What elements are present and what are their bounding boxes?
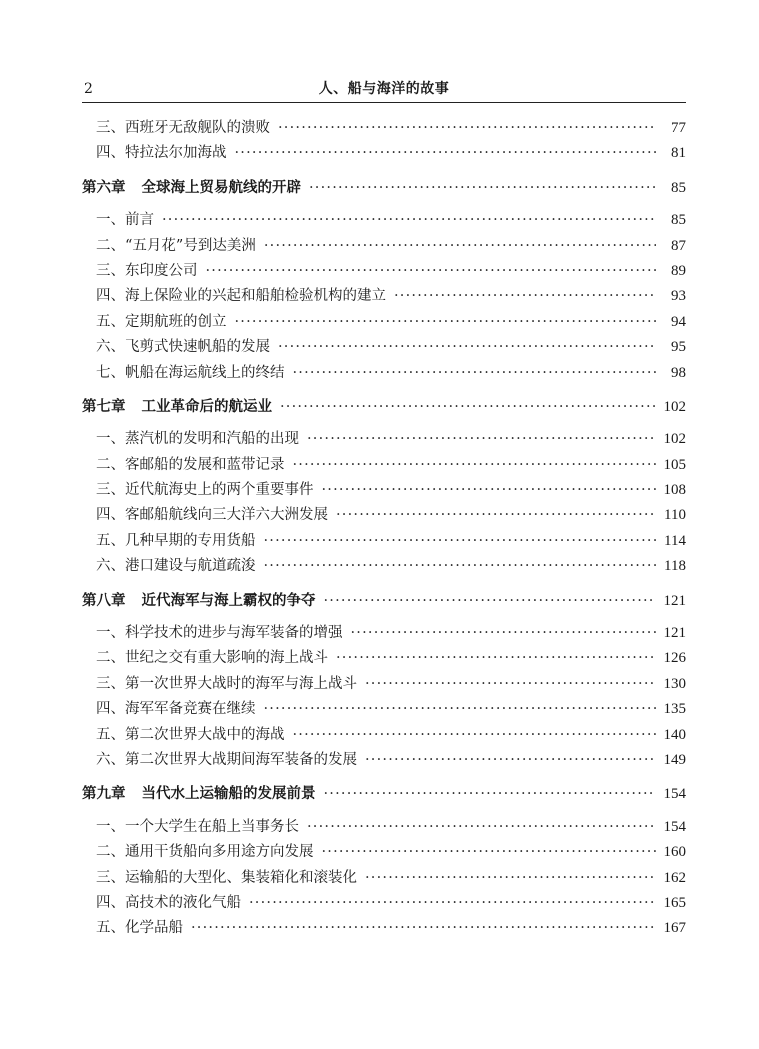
chapter-number: 第九章 xyxy=(82,785,126,803)
dot-leader xyxy=(191,916,656,941)
toc-section-title: 三、运输船的大型化、集装箱化和滚装化 xyxy=(96,869,357,886)
dot-leader xyxy=(307,815,656,840)
toc-section-entry[interactable] xyxy=(82,503,686,528)
toc-page-number: 165 xyxy=(663,894,686,911)
chapter-title: 工业革命后的航运业 xyxy=(141,397,272,415)
toc-section-entry[interactable] xyxy=(82,646,686,671)
toc-section-entry[interactable] xyxy=(82,361,686,386)
dot-leader xyxy=(365,672,656,697)
toc-section-entry[interactable] xyxy=(82,748,686,773)
toc-section-entry[interactable] xyxy=(82,891,686,916)
toc-page-number: 167 xyxy=(663,920,686,937)
toc-page-number: 162 xyxy=(663,869,686,886)
table-of-contents xyxy=(82,116,686,942)
dot-leader xyxy=(322,840,657,865)
toc-page-number: 114 xyxy=(664,532,686,549)
toc-page-number: 85 xyxy=(671,179,686,196)
page-header xyxy=(82,78,686,100)
toc-chapter-6[interactable] xyxy=(82,175,686,200)
toc-section-title: 一、前言 xyxy=(96,212,154,229)
toc-page-number: 94 xyxy=(671,313,686,330)
toc-section-title: 六、港口建设与航道疏浚 xyxy=(96,558,256,575)
toc-section-entry[interactable] xyxy=(82,141,686,166)
toc-section-title: 四、高技术的液化气船 xyxy=(96,894,241,911)
dot-leader xyxy=(235,310,657,335)
toc-section-title: 六、飞剪式快速帆船的发展 xyxy=(96,339,270,356)
chapter-title: 近代海军与海上霸权的争夺 xyxy=(141,591,316,609)
dot-leader xyxy=(293,453,657,478)
toc-section-entry[interactable] xyxy=(82,697,686,722)
toc-page-number: 154 xyxy=(663,786,686,803)
toc-chapter-9[interactable] xyxy=(82,781,686,806)
dot-leader xyxy=(206,259,657,284)
chapter-number: 第六章 xyxy=(82,178,126,196)
chapter-number: 第八章 xyxy=(82,591,126,609)
toc-page-number: 108 xyxy=(663,482,686,499)
dot-leader xyxy=(324,589,657,614)
toc-section-title: 三、第一次世界大战时的海军与海上战斗 xyxy=(96,675,357,692)
toc-section-title: 六、第二次世界大战期间海军装备的发展 xyxy=(96,751,357,768)
dot-leader xyxy=(336,503,656,528)
dot-leader xyxy=(264,529,657,554)
toc-section-title: 三、东印度公司 xyxy=(96,262,198,279)
dot-leader xyxy=(162,208,656,233)
chapter-title: 当代水上运输船的发展前景 xyxy=(141,785,316,803)
toc-section-title: 五、第二次世界大战中的海战 xyxy=(96,726,285,743)
toc-section-entry[interactable] xyxy=(82,116,686,141)
toc-section-title: 四、海上保险业的兴起和船舶检验机构的建立 xyxy=(96,288,386,305)
toc-section-entry[interactable] xyxy=(82,453,686,478)
toc-section-title: 五、定期航班的创立 xyxy=(96,313,227,330)
dot-leader xyxy=(394,284,656,309)
dot-leader xyxy=(365,866,656,891)
toc-section-title: 一、蒸汽机的发明和汽船的出现 xyxy=(96,431,299,448)
dot-leader xyxy=(249,891,656,916)
toc-section-entry[interactable] xyxy=(82,916,686,941)
toc-page-number: 121 xyxy=(663,625,686,642)
toc-page-number: 110 xyxy=(664,507,686,524)
dot-leader xyxy=(235,141,657,166)
toc-section-entry[interactable] xyxy=(82,335,686,360)
toc-page-number: 126 xyxy=(663,650,686,667)
toc-section-title: 四、海军军备竞赛在继续 xyxy=(96,701,256,718)
dot-leader xyxy=(264,554,657,579)
toc-section-title: 一、一个大学生在船上当事务长 xyxy=(96,818,299,835)
toc-page-number: 135 xyxy=(663,701,686,718)
toc-section-title: 二、通用干货船向多用途方向发展 xyxy=(96,844,314,861)
toc-page-number: 81 xyxy=(671,145,686,162)
toc-section-entry[interactable] xyxy=(82,284,686,309)
toc-page-number: 77 xyxy=(671,120,686,136)
toc-section-entry[interactable] xyxy=(82,554,686,579)
toc-section-title: 五、化学品船 xyxy=(96,920,183,937)
toc-page-number: 140 xyxy=(663,726,686,743)
toc-page-number: 105 xyxy=(663,456,686,473)
toc-section-title: 七、帆船在海运航线上的终结 xyxy=(96,364,285,381)
page-number: 2 xyxy=(84,81,93,97)
book-title: 人、船与海洋的故事 xyxy=(318,81,450,97)
toc-section-title: 二、“五月花”号到达美洲 xyxy=(96,237,256,254)
dot-leader xyxy=(278,116,656,141)
dot-leader xyxy=(365,748,656,773)
toc-section-title: 四、客邮船航线向三大洋六大洲发展 xyxy=(96,507,328,524)
toc-section-title: 五、几种早期的专用货船 xyxy=(96,532,256,549)
dot-leader xyxy=(293,361,657,386)
toc-section-title: 二、世纪之交有重大影响的海上战斗 xyxy=(96,650,328,667)
toc-page-number: 118 xyxy=(664,558,686,575)
toc-section-entry[interactable] xyxy=(82,672,686,697)
toc-page-number: 102 xyxy=(663,431,686,448)
toc-page-number: 93 xyxy=(671,288,686,305)
dot-leader xyxy=(309,176,656,201)
dot-leader xyxy=(264,697,657,722)
toc-page-number: 98 xyxy=(671,364,686,381)
toc-page-number: 160 xyxy=(663,844,686,861)
toc-section-entry[interactable] xyxy=(82,259,686,284)
dot-leader xyxy=(280,395,656,420)
toc-chapter-8[interactable] xyxy=(82,588,686,613)
toc-section-entry[interactable] xyxy=(82,478,686,503)
toc-section-title: 三、西班牙无敌舰队的溃败 xyxy=(96,120,270,136)
toc-page-number: 89 xyxy=(671,262,686,279)
toc-page-number: 102 xyxy=(663,398,686,415)
dot-leader xyxy=(264,234,656,259)
toc-section-entry[interactable] xyxy=(82,234,686,259)
toc-page-number: 154 xyxy=(663,818,686,835)
toc-section-entry[interactable] xyxy=(82,866,686,891)
toc-section-entry[interactable] xyxy=(82,840,686,865)
dot-leader xyxy=(278,335,656,360)
toc-section-entry[interactable] xyxy=(82,621,686,646)
toc-section-entry[interactable] xyxy=(82,427,686,452)
toc-chapter-7[interactable] xyxy=(82,394,686,419)
toc-section-title: 二、客邮船的发展和蓝带记录 xyxy=(96,456,285,473)
toc-section-title: 三、近代航海史上的两个重要事件 xyxy=(96,482,314,499)
toc-page-number: 87 xyxy=(671,237,686,254)
dot-leader xyxy=(307,427,656,452)
toc-section-entry[interactable] xyxy=(82,723,686,748)
dot-leader xyxy=(322,478,657,503)
dot-leader xyxy=(351,621,657,646)
toc-section-title: 四、特拉法尔加海战 xyxy=(96,145,227,162)
chapter-number: 第七章 xyxy=(82,397,126,415)
toc-section-title: 一、科学技术的进步与海军装备的增强 xyxy=(96,625,343,642)
toc-page-number: 95 xyxy=(671,339,686,356)
toc-section-entry[interactable] xyxy=(82,529,686,554)
toc-page-number: 149 xyxy=(663,751,686,768)
toc-section-entry[interactable] xyxy=(82,208,686,233)
toc-section-entry[interactable] xyxy=(82,815,686,840)
toc-page-number: 85 xyxy=(671,212,686,229)
toc-section-entry[interactable] xyxy=(82,310,686,335)
dot-leader xyxy=(324,782,657,807)
toc-page-number: 130 xyxy=(663,675,686,692)
chapter-title: 全球海上贸易航线的开辟 xyxy=(141,178,301,196)
toc-page-number: 121 xyxy=(663,592,686,609)
header-rule xyxy=(82,102,686,103)
dot-leader xyxy=(336,646,656,671)
dot-leader xyxy=(293,723,657,748)
